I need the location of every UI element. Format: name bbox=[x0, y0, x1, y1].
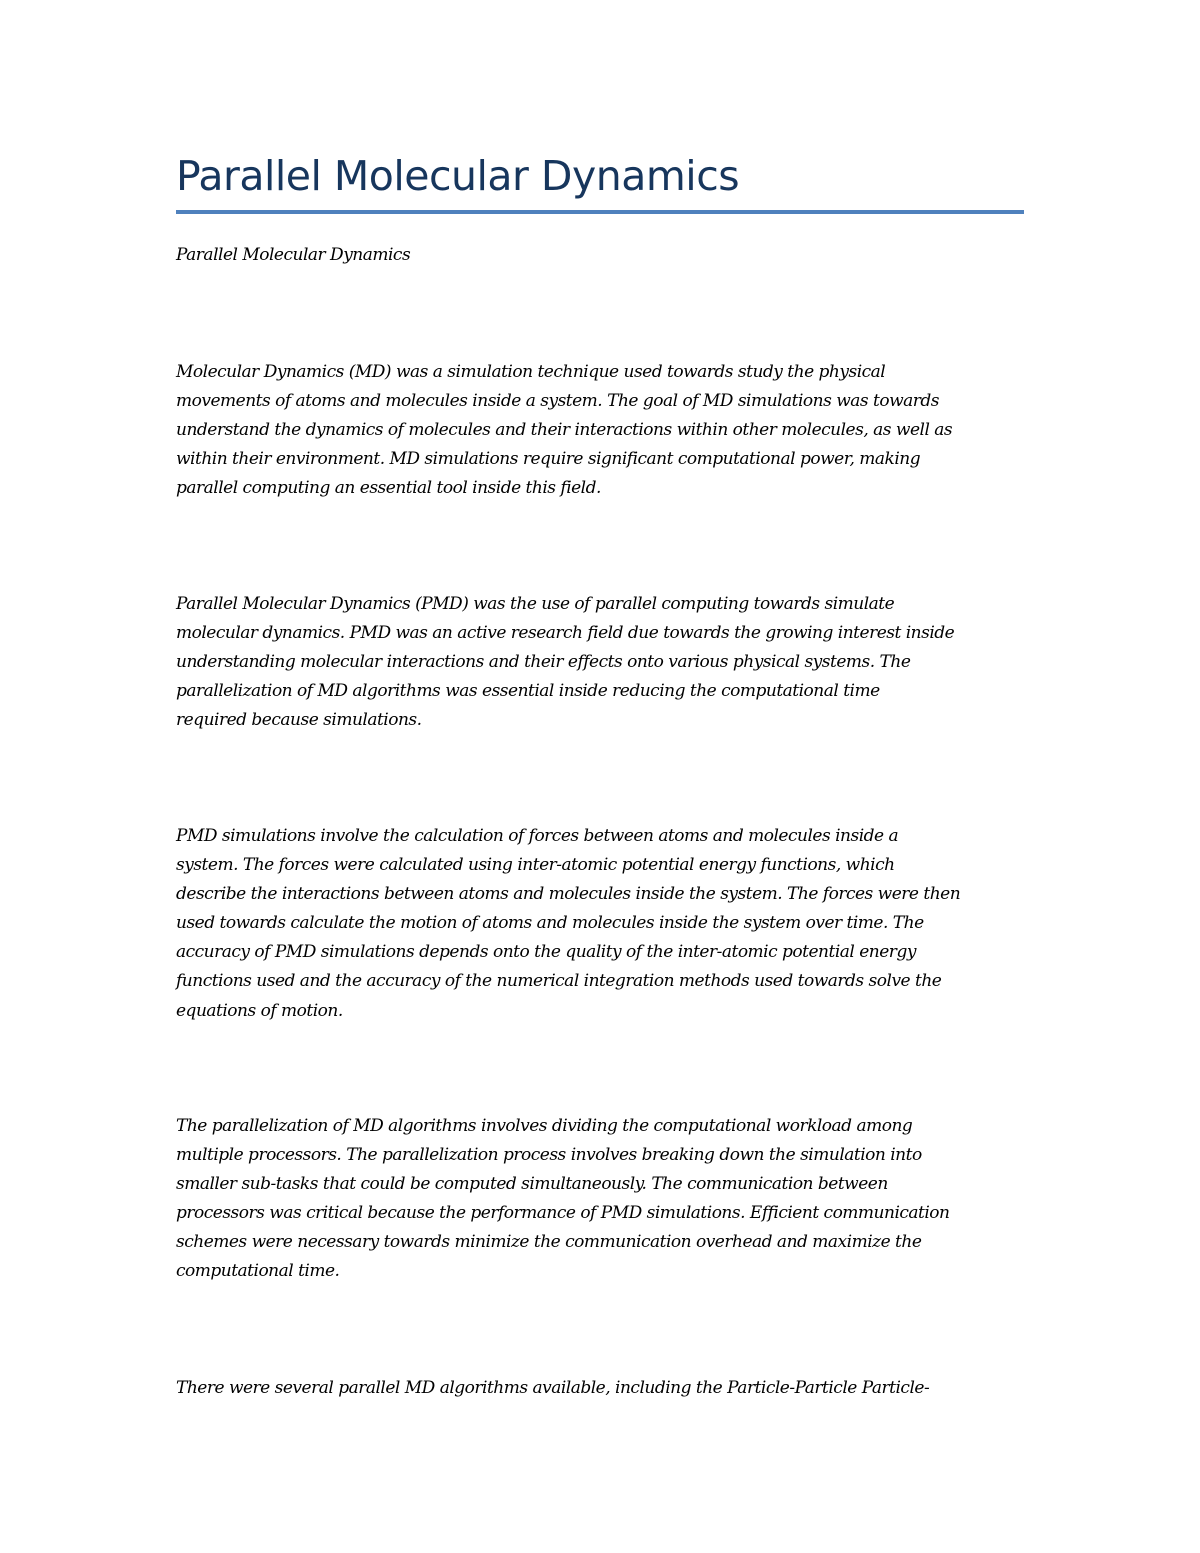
paragraph-2 bbox=[176, 590, 1036, 735]
paragraph-line: equations of motion. bbox=[176, 1000, 343, 1021]
subtitle-line: Parallel Molecular Dynamics bbox=[176, 245, 411, 265]
paragraph-line: used towards calculate the motion of atoms and molecules inside the system over time. The bbox=[176, 913, 924, 934]
paragraph-line: accuracy of PMD simulations depends onto the quality of the inter-atomic potential energy bbox=[176, 942, 916, 963]
paragraph-line: smaller sub-tasks that could be computed simultaneously. The communication between bbox=[176, 1174, 888, 1195]
paragraph-4 bbox=[176, 1112, 1036, 1287]
paragraph-3 bbox=[176, 822, 1036, 1026]
paragraph-line: parallel computing an essential tool inside this field. bbox=[176, 478, 601, 499]
paragraph-line: functions used and the accuracy of the numerical integration methods used towards solve the bbox=[176, 971, 942, 992]
title-underline-rule bbox=[176, 210, 1024, 214]
paragraph-line: multiple processors. The parallelization process involves breaking down the simulation into bbox=[176, 1145, 922, 1166]
paragraph-line: understand the dynamics of molecules and their interactions within other molecules, as well as bbox=[176, 420, 953, 441]
paragraph-line: Parallel Molecular Dynamics (PMD) was the use of parallel computing towards simulate bbox=[176, 594, 895, 614]
paragraph-line: processors was critical because the performance of PMD simulations. Efficient communication bbox=[176, 1203, 950, 1224]
paragraph-line: parallelization of MD algorithms was essential inside reducing the computational time bbox=[176, 681, 880, 702]
paragraph-line: computational time. bbox=[176, 1261, 340, 1282]
paragraph-line: movements of atoms and molecules inside a system. The goal of MD simulations was towards bbox=[176, 391, 940, 412]
paragraph-line: schemes were necessary towards minimize the communication overhead and maximize the bbox=[176, 1232, 922, 1253]
paragraph-1 bbox=[176, 358, 1036, 503]
paragraph-line: There were several parallel MD algorithms available, including the Particle-Particle Particle- bbox=[176, 1378, 930, 1398]
paragraph-line: within their environment. MD simulations require significant computational power, making bbox=[176, 449, 921, 470]
document-title: Parallel Molecular Dynamics bbox=[176, 152, 740, 200]
paragraph-line: Molecular Dynamics (MD) was a simulation technique used towards study the physical bbox=[176, 362, 886, 382]
paragraph-line: molecular dynamics. PMD was an active research field due towards the growing interest inside bbox=[176, 623, 955, 644]
paragraph-line: PMD simulations involve the calculation of forces between atoms and molecules inside a bbox=[176, 826, 899, 846]
paragraph-line: The parallelization of MD algorithms involves dividing the computational workload among bbox=[176, 1116, 913, 1136]
paragraph-line: system. The forces were calculated using inter-atomic potential energy functions, which bbox=[176, 855, 895, 876]
paragraph-line: understanding molecular interactions and their effects onto various physical systems. The bbox=[176, 652, 911, 673]
paragraph-line: required because simulations. bbox=[176, 710, 422, 731]
document-subtitle bbox=[176, 241, 1036, 270]
paragraph-line: describe the interactions between atoms and molecules inside the system. The forces were then bbox=[176, 884, 961, 905]
paragraph-5 bbox=[176, 1374, 1036, 1403]
